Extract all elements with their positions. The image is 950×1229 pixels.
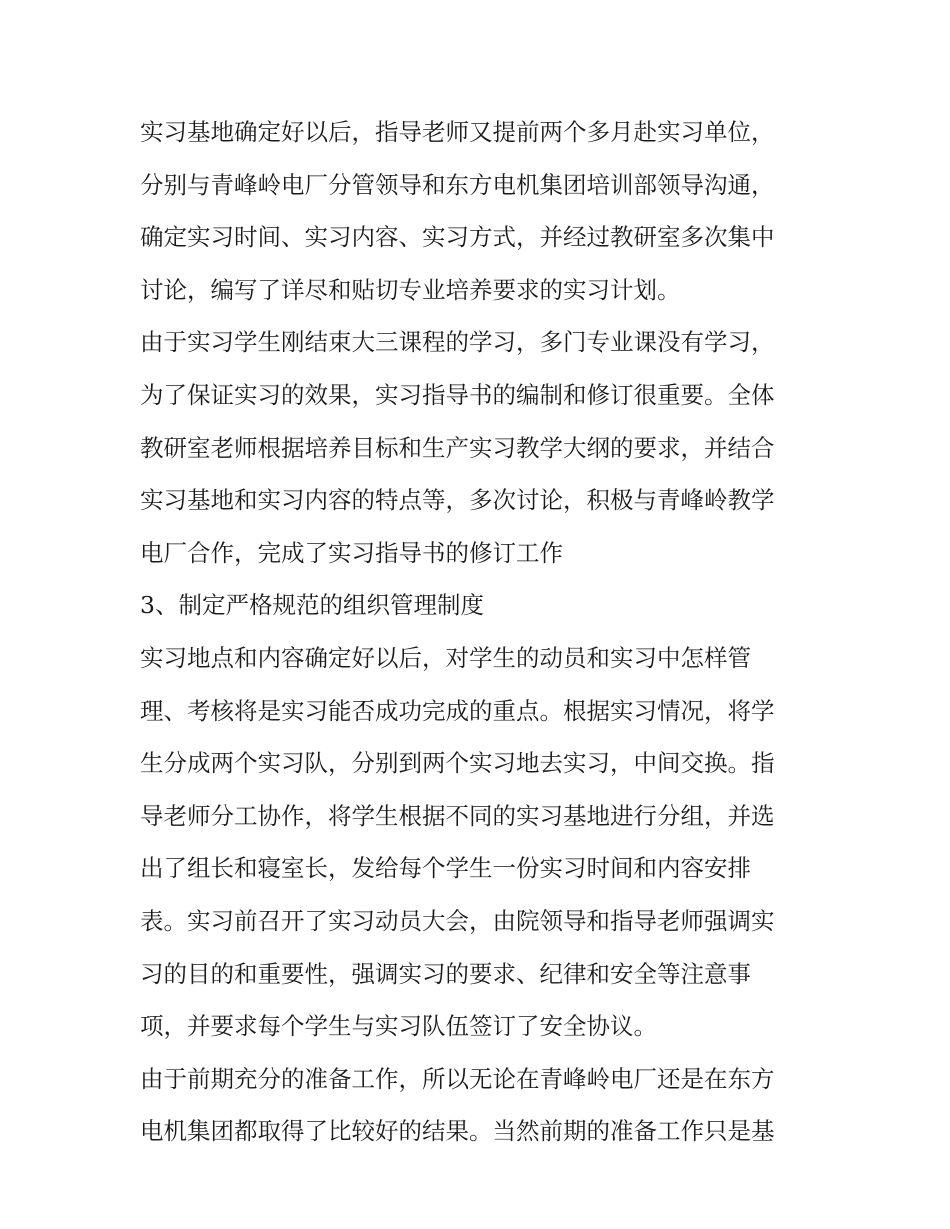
text-line: 理、考核将是实习能否成功完成的重点。根据实习情况，将学 [140,696,775,725]
section-heading: 3、制定严格规范的组织管理制度 [140,591,484,620]
text-line: 生分成两个实习队，分别到两个实习地去实习，中间交换。指 [140,749,775,778]
text-line: 表。实习前召开了实习动员大会，由院领导和指导老师强调实 [140,906,775,935]
text-line: 为了保证实习的效果，实习指导书的编制和修订很重要。全体 [140,380,775,409]
text-line: 讨论，编写了详尽和贴切专业培养要求的实习计划。 [140,275,681,304]
text-line: 确定实习时间、实习内容、实习方式，并经过教研室多次集中 [140,223,775,252]
text-line: 实习基地和实习内容的特点等，多次讨论，积极与青峰岭教学 [140,486,775,515]
text-line: 实习基地确定好以后，指导老师又提前两个多月赴实习单位， [140,118,775,146]
text-line: 项，并要求每个学生与实习队伍签订了安全协议。 [140,1012,657,1041]
text-line: 导老师分工协作，将学生根据不同的实习基地进行分组，并选 [140,801,775,830]
text-line: 出了组长和寝室长，发给每个学生一份实习时间和内容安排 [140,854,751,883]
document-body [140,106,820,1158]
text-line: 分别与青峰岭电厂分管领导和东方电机集团培训部领导沟通， [140,170,775,199]
text-line: 实习地点和内容确定好以后，对学生的动员和实习中怎样管 [140,643,751,672]
text-line: 由于实习学生刚结束大三课程的学习，多门专业课没有学习， [140,328,775,357]
text-line: 习的目的和重要性，强调实习的要求、纪律和安全等注意事 [140,959,751,988]
text-line: 电厂合作，完成了实习指导书的修订工作 [140,538,563,567]
text-line: 电机集团都取得了比较好的结果。当然前期的准备工作只是基 [140,1117,775,1146]
text-line: 由于前期充分的准备工作，所以无论在青峰岭电厂还是在东方 [140,1064,775,1093]
text-line: 教研室老师根据培养目标和生产实习教学大纲的要求，并结合 [140,433,775,462]
